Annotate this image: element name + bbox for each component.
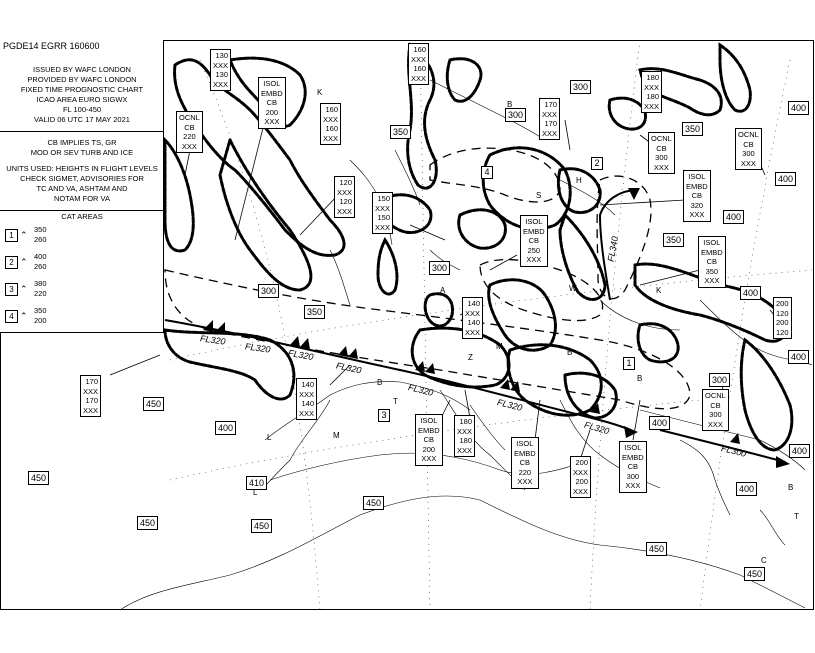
icing-base: XXX <box>323 133 339 143</box>
cb-coverage: OCNL <box>738 130 759 139</box>
cb-area-box <box>258 77 286 129</box>
cb-top: 220 <box>183 132 196 141</box>
cb-base: XXX <box>526 255 542 264</box>
turb-top: 150 <box>377 194 391 203</box>
tropopause-height: 410 <box>246 476 267 490</box>
tropopause-height: 450 <box>28 471 49 485</box>
turb-top: 200 <box>776 299 789 308</box>
turb-icing-box <box>334 176 355 218</box>
cb-embd: EMBD <box>701 247 723 257</box>
cb-coverage: ISOL <box>624 443 642 452</box>
cb-top: 200 <box>422 444 436 454</box>
icing-base: XXX <box>573 486 589 496</box>
note-line: CHECK SIGMET, ADVISORIES FOR <box>20 174 144 183</box>
icing-top: 200 <box>575 477 589 486</box>
turb-icing-box <box>641 71 662 113</box>
tropopause-height: 400 <box>215 421 236 435</box>
cb-label: CB <box>627 462 639 471</box>
turb-top: 130 <box>215 51 229 60</box>
icing-top: 180 <box>646 92 660 101</box>
turb-icing-box <box>210 49 231 91</box>
cb-top: 320 <box>690 200 704 210</box>
tropopause-height: 450 <box>744 567 765 581</box>
cb-embd: EMBD <box>514 448 536 458</box>
turb-top: 180 <box>646 73 660 82</box>
cat-areas-title: CAT AREAS <box>61 212 103 221</box>
cb-coverage: OCNL <box>651 134 672 143</box>
jet-level-label: FL320 <box>496 397 524 413</box>
pressure-centre: B <box>637 374 643 383</box>
cb-top: 350 <box>705 266 719 276</box>
cb-coverage: OCNL <box>705 391 726 400</box>
icing-base: 120 <box>776 327 789 337</box>
icing-top: 120 <box>339 197 353 206</box>
turbulence-icon: ⌃ <box>20 284 28 294</box>
cb-base: XXX <box>421 454 437 463</box>
cat-area-top: 400 <box>34 252 47 261</box>
turb-icing-box <box>570 456 591 498</box>
pressure-centre: K <box>317 88 323 97</box>
cat-area-base: 260 <box>34 262 47 271</box>
pressure-centre: T <box>794 512 799 521</box>
cb-area-box <box>648 132 675 174</box>
icing-top: 170 <box>85 396 99 405</box>
pressure-centre: T <box>393 397 398 406</box>
cb-area-box <box>735 128 762 170</box>
issue-block <box>0 65 164 125</box>
icing-top: 170 <box>544 119 558 128</box>
cb-top: 300 <box>742 149 755 158</box>
tropopause-height: 300 <box>570 80 591 94</box>
turb-top: 170 <box>85 377 99 386</box>
cb-top: 250 <box>527 245 541 255</box>
divider <box>0 131 164 132</box>
tropopause-height: 450 <box>143 397 164 411</box>
turb-base: XXX <box>323 114 339 124</box>
icing-base: XXX <box>83 405 99 415</box>
icing-base: XXX <box>465 327 481 337</box>
turb-base: XXX <box>542 109 558 119</box>
turb-icing-box <box>773 297 792 339</box>
tropopause-height: 400 <box>789 444 810 458</box>
turb-top: 140 <box>467 299 481 308</box>
jet-level-label: FL300 <box>720 443 748 459</box>
issue-line: PROVIDED BY WAFC LONDON <box>27 75 137 84</box>
tropopause-height: 450 <box>251 519 272 533</box>
cb-embd: EMBD <box>418 425 440 435</box>
cb-top: 220 <box>518 467 532 477</box>
turbulence-icon: ⌃ <box>20 230 28 240</box>
tropopause-height: 350 <box>682 122 703 136</box>
icing-top: 160 <box>413 64 427 73</box>
icing-base: XXX <box>644 101 660 111</box>
jet-level-label: FL320 <box>244 341 272 355</box>
jet-level-label: FL320 <box>335 360 363 376</box>
cat-area-legend-3 <box>5 279 155 301</box>
cb-base: XXX <box>740 158 756 168</box>
tropopause-height: 400 <box>740 286 761 300</box>
pressure-centre: Z <box>468 353 473 362</box>
turb-icing-box <box>296 378 317 420</box>
pressure-centre: M <box>333 431 340 440</box>
turb-top: 140 <box>301 380 315 389</box>
cat-area-top: 350 <box>34 306 47 315</box>
turb-base: XXX <box>457 426 473 436</box>
cat-area-marker: 4 <box>481 166 493 179</box>
turb-base: XXX <box>465 308 481 318</box>
icing-top: 200 <box>776 318 789 327</box>
cb-base: XXX <box>625 481 641 490</box>
cb-coverage: ISOL <box>688 172 706 181</box>
tropopause-height: 450 <box>646 542 667 556</box>
turb-top: 120 <box>339 178 353 187</box>
cb-label: CB <box>656 143 667 153</box>
turb-icing-box <box>372 192 393 234</box>
turbulence-icon: ⌃ <box>20 257 28 267</box>
cat-area-legend-4 <box>5 306 155 328</box>
pressure-centre: K <box>656 286 662 295</box>
icing-base: XXX <box>542 128 558 138</box>
turb-top: 160 <box>325 105 339 114</box>
tropopause-height: 300 <box>709 373 730 387</box>
turb-top: 180 <box>459 417 473 426</box>
note-line: CB IMPLIES TS, GR <box>47 138 117 147</box>
turb-base: XXX <box>375 203 391 213</box>
cb-label: CB <box>706 257 718 266</box>
tropopause-height: 350 <box>390 125 411 139</box>
cb-coverage: ISOL <box>703 238 721 247</box>
turb-base: XXX <box>573 467 589 477</box>
chart-id: PGDE14 EGRR 160600 <box>0 40 164 54</box>
icing-top: 140 <box>301 399 315 408</box>
turb-icing-box <box>80 375 101 417</box>
cat-area-marker: 2 <box>591 157 603 170</box>
jet-level-label: FL340 <box>605 235 620 263</box>
pressure-centre: B <box>567 348 573 357</box>
tropopause-height: 450 <box>363 496 384 510</box>
turb-base: 120 <box>776 308 789 318</box>
cat-area-top: 380 <box>34 279 47 288</box>
turbulence-icon: ⌃ <box>20 311 28 321</box>
cat-area-base: 220 <box>34 289 47 298</box>
cb-embd: EMBD <box>622 452 644 462</box>
tropopause-height: 350 <box>304 305 325 319</box>
cat-area-top: 350 <box>34 225 47 234</box>
tropopause-height: 300 <box>505 108 526 122</box>
icing-base: XXX <box>375 222 391 232</box>
turb-icing-box <box>462 297 483 339</box>
pressure-centre: L <box>267 433 272 442</box>
pressure-centre: A <box>440 286 446 295</box>
cb-coverage: ISOL <box>263 79 281 88</box>
tropopause-height: 400 <box>723 210 744 224</box>
cb-base: XXX <box>181 141 197 151</box>
icing-top: 130 <box>215 70 229 79</box>
pressure-centre: B <box>377 378 383 387</box>
cb-label: CB <box>519 458 531 467</box>
cb-embd: EMBD <box>261 88 283 98</box>
jet-level-label: FL320 <box>199 333 227 347</box>
note-line: MOD OR SEV TURB AND ICE <box>30 148 134 157</box>
cat-area-number: 4 <box>5 310 18 323</box>
tropopause-height: 400 <box>775 172 796 186</box>
cb-label: CB <box>184 122 195 132</box>
cat-area-base: 260 <box>34 235 47 244</box>
valid-time: VALID 06 UTC 17 MAY 2021 <box>34 115 130 124</box>
cb-top: 300 <box>655 153 668 162</box>
turb-base: XXX <box>213 60 229 70</box>
turb-top: 170 <box>544 100 558 109</box>
cb-coverage: ISOL <box>525 217 543 226</box>
turb-base: XXX <box>299 389 315 399</box>
pressure-centre: B <box>507 100 513 109</box>
turb-icing-box <box>320 103 341 145</box>
cb-top: 300 <box>626 471 640 481</box>
icing-top: 140 <box>467 318 481 327</box>
tropopause-height: 450 <box>137 516 158 530</box>
issue-line: FIXED TIME PROGNOSTIC CHART <box>20 85 144 94</box>
tropopause-height: 400 <box>788 101 809 115</box>
issue-line: ICAO AREA EURO SIGWX <box>36 95 128 104</box>
cb-area-box <box>702 389 729 431</box>
cat-area-legend-2 <box>5 252 155 274</box>
tropopause-height: 400 <box>788 350 809 364</box>
cb-area-box <box>511 437 539 489</box>
cb-area-box <box>520 215 548 267</box>
icing-base: XXX <box>411 73 427 83</box>
note-line: NOTAM FOR VA <box>54 194 110 203</box>
cb-label: CB <box>423 435 435 444</box>
cat-area-number: 1 <box>5 229 18 242</box>
cb-label: CB <box>710 400 721 410</box>
turb-top: 200 <box>575 458 589 467</box>
cb-label: CB <box>743 139 754 149</box>
tropopause-height: 400 <box>649 416 670 430</box>
icing-top: 180 <box>459 436 473 445</box>
cb-base: XXX <box>689 210 705 219</box>
cb-embd: EMBD <box>523 226 545 236</box>
pressure-centre: H <box>576 176 582 185</box>
icing-base: XXX <box>337 206 353 216</box>
cb-embd: EMBD <box>686 181 708 191</box>
cb-label: CB <box>691 191 703 200</box>
turb-base: XXX <box>411 54 427 64</box>
legend-panel <box>0 53 164 333</box>
cat-area-marker: 1 <box>623 357 635 370</box>
cb-area-box <box>683 170 711 222</box>
pressure-centre: S <box>536 191 542 200</box>
icing-top: 150 <box>377 213 391 222</box>
cb-base: XXX <box>517 477 533 486</box>
jet-level-label: FL320 <box>583 419 611 437</box>
tropopause-height: 400 <box>736 482 757 496</box>
turb-icing-box <box>454 415 475 457</box>
cat-area-number: 3 <box>5 283 18 296</box>
cat-area-legend-1 <box>5 225 155 247</box>
cb-base: XXX <box>707 419 723 429</box>
tropopause-height: 350 <box>663 233 684 247</box>
divider <box>0 210 164 211</box>
cb-coverage: ISOL <box>516 439 534 448</box>
pressure-centre: B <box>788 483 794 492</box>
cb-base: XXX <box>653 162 669 172</box>
turb-base: XXX <box>644 82 660 92</box>
tropopause-height: 300 <box>429 261 450 275</box>
cb-top: 300 <box>709 410 722 419</box>
cb-coverage: ISOL <box>420 416 438 425</box>
cb-area-box <box>698 236 726 288</box>
icing-base: XXX <box>213 79 229 89</box>
cb-coverage: OCNL <box>179 113 200 122</box>
note-line: TC AND VA, ASHTAM AND <box>36 184 128 193</box>
icing-top: 160 <box>325 124 339 133</box>
icing-base: XXX <box>299 408 315 418</box>
cb-area-box <box>176 111 203 153</box>
cb-label: CB <box>266 98 278 107</box>
pressure-centre: M <box>496 342 503 351</box>
icing-base: XXX <box>457 445 473 455</box>
issue-line: ISSUED BY WAFC LONDON <box>33 65 131 74</box>
cb-area-box <box>415 414 443 466</box>
pressure-centre: C <box>761 556 767 565</box>
notes-block <box>0 138 164 204</box>
cb-area-box <box>619 441 647 493</box>
cb-label: CB <box>528 236 540 245</box>
pressure-centre: W <box>569 284 577 293</box>
turb-icing-box <box>408 43 429 85</box>
turb-icing-box <box>539 98 560 140</box>
jet-level-label: FL320 <box>287 347 315 363</box>
cat-area-base: 200 <box>34 316 47 325</box>
pressure-centre: L <box>253 488 258 497</box>
cat-area-marker: 3 <box>378 409 390 422</box>
cat-area-number: 2 <box>5 256 18 269</box>
issue-line: FL 100-450 <box>62 105 102 114</box>
turb-top: 160 <box>413 45 427 54</box>
note-line: UNITS USED: HEIGHTS IN FLIGHT LEVELS <box>6 164 158 173</box>
cb-base: XXX <box>264 117 280 126</box>
turb-base: XXX <box>337 187 353 197</box>
cb-top: 200 <box>265 107 279 117</box>
cb-base: XXX <box>704 276 720 285</box>
jet-level-label: FL320 <box>407 382 435 398</box>
turb-base: XXX <box>83 386 99 396</box>
tropopause-height: 300 <box>258 284 279 298</box>
